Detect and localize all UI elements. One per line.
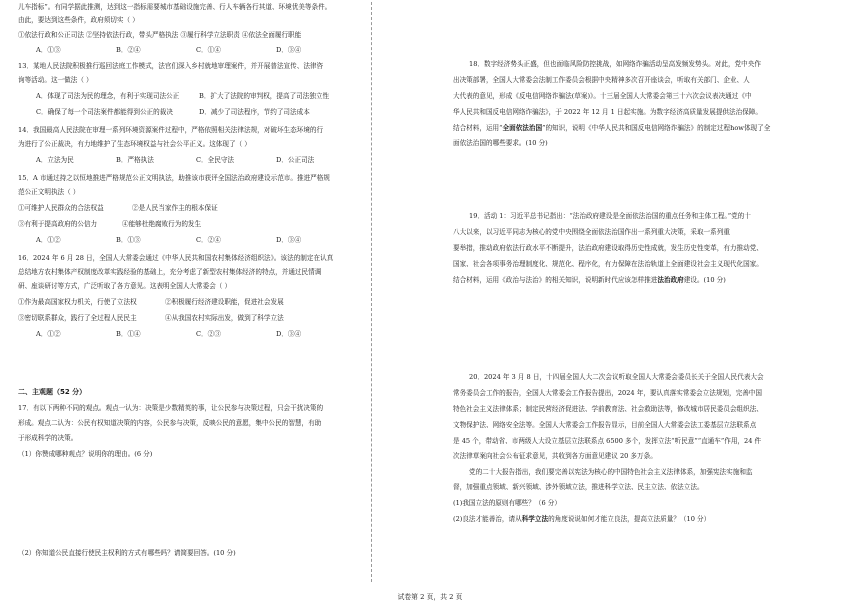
q20-stem-4: 文物保护法、网络安全法等。全国人大常委会工作报告显示，目前全国人大常委会法工委基层立法联系点 [453, 421, 757, 429]
q15-item-3: ③有利于提高政府的公信力 [18, 220, 98, 228]
intro-question: 由此，要达到这些条件，政府须切实（ ） [18, 16, 139, 24]
option: A．①② [36, 330, 61, 338]
column-divider [371, 2, 372, 582]
q19-task-a: 结合材料，运用《政治与法治》的相关知识，说明新时代应该怎样推进 [453, 276, 658, 284]
q20-stem-2: 常务委员会工作的报告，全国人大常委会工作报告提出，2024 年，要认真落实常委会立法规划，完善中国 [453, 389, 762, 397]
q15-options [36, 237, 336, 244]
option: A．①② [36, 236, 61, 244]
q17-sub-2: （2）你知道公民直接行使民主权利的方式有哪些吗？请简要回答。(10 分) [18, 549, 236, 557]
option: D．③④ [276, 330, 302, 338]
q17-stem-2: 形成。观点二认为：公民有权知道决策的内容，公民参与决策，反映公民的意愿，集中公民的智慧，有助 [18, 419, 322, 427]
q13-option-b: B．扩大了法院的审判权，提高了司法独立性 [199, 92, 330, 100]
q18-task [453, 125, 770, 132]
q18-stem-4: 华人民共和国反电信网络诈骗法》，于 2022 年 12 月 1 日起实施。为数字经济高质量发展提供法治保障。 [453, 108, 762, 116]
option: D．③④ [276, 46, 302, 54]
q20-sub-1: (1)我国立法的原则有哪些？（6 分） [453, 499, 561, 507]
q15-item-2: ②是人民当家作主的根本保证 [132, 204, 218, 212]
q16-item-3: ③密切联系群众，践行了全过程人民民主 [18, 314, 137, 322]
q16-item-2: ②积极履行经济建设职能，促进社会发展 [165, 298, 284, 306]
q17-sub-1: （1）你赞成哪种观点？说明你的理由。(6 分) [18, 450, 153, 458]
q20-stem-5: 是 45 个，带动省、市两级人大设立基层立法联系点 6500 多个，发挥立法“听民意”“直通车”作用，24 件 [453, 437, 762, 445]
option: A．立法为民 [36, 156, 74, 164]
q15-item-1: ①可维护人民群众的合法权益 [18, 204, 104, 212]
q20-stem-6: 次法律草案向社会公布征求意见，共收到各方面意见建议 20 多万条。 [453, 452, 657, 460]
q20-sub-2-keyword: 科学立法 [521, 515, 549, 523]
q19-task-keyword: 法治政府 [657, 276, 684, 284]
q20-sub-2 [453, 516, 710, 523]
q18-task-c: ”的知识，说明《中华人民共和国反电信网络诈骗法》的制定过程how体现了全 [542, 124, 771, 132]
option: B．严格执法 [116, 156, 154, 164]
q18-task-keyword: 全面依法治国 [502, 124, 543, 132]
option: D．公正司法 [276, 156, 315, 164]
q17-stem-3: 于形成科学的决策。 [18, 434, 78, 442]
q15-item-4: ④能够杜绝腐败行为的发生 [122, 220, 202, 228]
q16-stem-3: 研、座谈研讨等方式，广泛听取了各方意见。这表明全国人大常委会（ ） [18, 282, 232, 290]
q14-options [36, 157, 346, 164]
q15-stem-2: 范公正文明执法（ ） [18, 188, 80, 196]
option: C．②④ [196, 236, 221, 244]
q19-stem-4: 国家、社会各项事务治理制度化、规范化、程序化，有力保障在法治轨道上全面建设社会主义现代化国家。 [453, 260, 763, 268]
section-heading: 二、主观题（52 分） [18, 388, 87, 396]
q20-sub-2-a: (2)良法才能善治，请从 [453, 515, 522, 523]
option: D．③④ [276, 236, 302, 244]
q16-item-1: ①作为最高国家权力机关，行使了立法权 [18, 298, 137, 306]
option: C．①④ [196, 46, 221, 54]
q15-stem-1: 15．A 市通过持之以恒地推进严格规范公正文明执法，助推该市获评全国法治政府建设示范市。推进严格规 [18, 174, 330, 182]
q13-stem-1: 13．某地人民法院积极推行巡回法庭工作模式，法官们深入乡村就地审理案件，并开展普法宣传、法律咨 [18, 62, 324, 70]
q13-stem-2: 询等活动。这一做法（ ） [18, 76, 93, 84]
q14-stem-1: 14．我国最高人民法院在审理一系列环境资源案件过程中，严格依照相关法律法规，对破坏生态环境的行 [18, 126, 324, 134]
q18-stem-1: 18．数字经济势头正盛，但也面临风险防控挑战，如网络诈骗活动呈高发频发势头。对此，党中央作 [469, 60, 761, 68]
option: B．①④ [116, 330, 141, 338]
option: B．①③ [116, 236, 141, 244]
q18-stem-3: 大代表的意见，形成《反电信网络诈骗法(草案)》。十三届全国人大常委会第三十六次会议表决通过《中 [453, 92, 752, 100]
q18-task-2: 面依法治国的哪些要求。(10 分) [453, 139, 548, 147]
q14-stem-2: 为进行了公正裁决，有力地维护了生态环境权益与社会公平正义。这体现了（ ） [18, 140, 251, 148]
q20-stem-8: 督，加强重点领域、新兴领域、涉外领域立法，推进科学立法、民主立法、依法立法。 [453, 483, 704, 491]
q19-stem-2: 八大以来，以习近平同志为核心的党中央围绕全面依法治国作出一系列重大决策，采取一系列重 [453, 228, 730, 236]
q19-stem-1: 19．活动 1：习近平总书记指出：“法治政府建设是全面依法治国的重点任务和主体工程。”党的十 [469, 212, 751, 220]
q18-task-a: 结合材料，运用“ [453, 124, 503, 132]
q12-items: ①依法行政和公正司法 ②坚持依法行政，带头严格执法 ③履行科学立法职责 ④依法全面履行职能 [18, 31, 302, 39]
q18-stem-2: 出决策部署，全国人大常委会法制工作委员会根据中央精神多次召开座谈会，听取有关部门、企业、人 [453, 76, 750, 84]
q20-sub-2-c: 的角度说说如何才能立良法，提高立法质量？（10 分） [548, 515, 711, 523]
q20-stem-7: 党的二十大报告指出，我们要完善以宪法为核心的中国特色社会主义法律体系，加强宪法实施和监 [469, 468, 753, 476]
option: A．①③ [36, 46, 61, 54]
q19-task [453, 277, 726, 284]
q13-option-d: D．减少了司法程序，节约了司法成本 [199, 108, 310, 116]
q12-options [36, 47, 336, 54]
q13-option-a: A．体现了司法为民的理念，有利于实现司法公正 [36, 92, 180, 100]
q16-options [36, 331, 336, 338]
option: C．全民守法 [196, 156, 235, 164]
q16-stem-2: 总结地方农村集体产权制度改革实践经验的基础上，充分考虑了新型农村集体经济的特点，并通过民情调 [18, 268, 322, 276]
q19-stem-3: 要举措，推动政府依法行政水平不断提升，法治政府建设取得历史性成就，发生历史性变革，有力推动党、 [453, 244, 763, 252]
q20-stem-1: 20．2024 年 3 月 8 日，十四届全国人大二次会议听取全国人大常委会委员长关于全国人民代表大会 [469, 373, 764, 381]
q16-stem-1: 16．2024 年 6 月 28 日，全国人大常委会通过《中华人民共和国农村集体经济组织法》。该法的制定在认真 [18, 254, 334, 262]
page-footer: 试卷第 2 页，共 2 页 [397, 593, 463, 601]
intro-tail: 儿车指标”。有同学据此推测，达到这一指标需要城市基础设施完善、行人车辆各行其道、环境优美等条件。 [18, 3, 332, 11]
option: C．②③ [196, 330, 221, 338]
q13-option-c: C．确保了每一个司法案件都能得到公正的裁决 [36, 108, 173, 116]
q20-stem-3: 特色社会主义法律体系；制定民营经济促进法、学前教育法、社会救助法等，修改城市居民委员会组织法、 [453, 405, 763, 413]
q19-task-c: 建设。(10 分) [683, 276, 726, 284]
q16-item-4: ④从我国农村实际出发，做到了科学立法 [165, 314, 284, 322]
q17-stem-1: 17．有以下两种不同的观点。观点一认为：决策是少数精英的事，让公民参与决策过程，只会干扰决策的 [18, 404, 324, 412]
option: B．②④ [116, 46, 141, 54]
